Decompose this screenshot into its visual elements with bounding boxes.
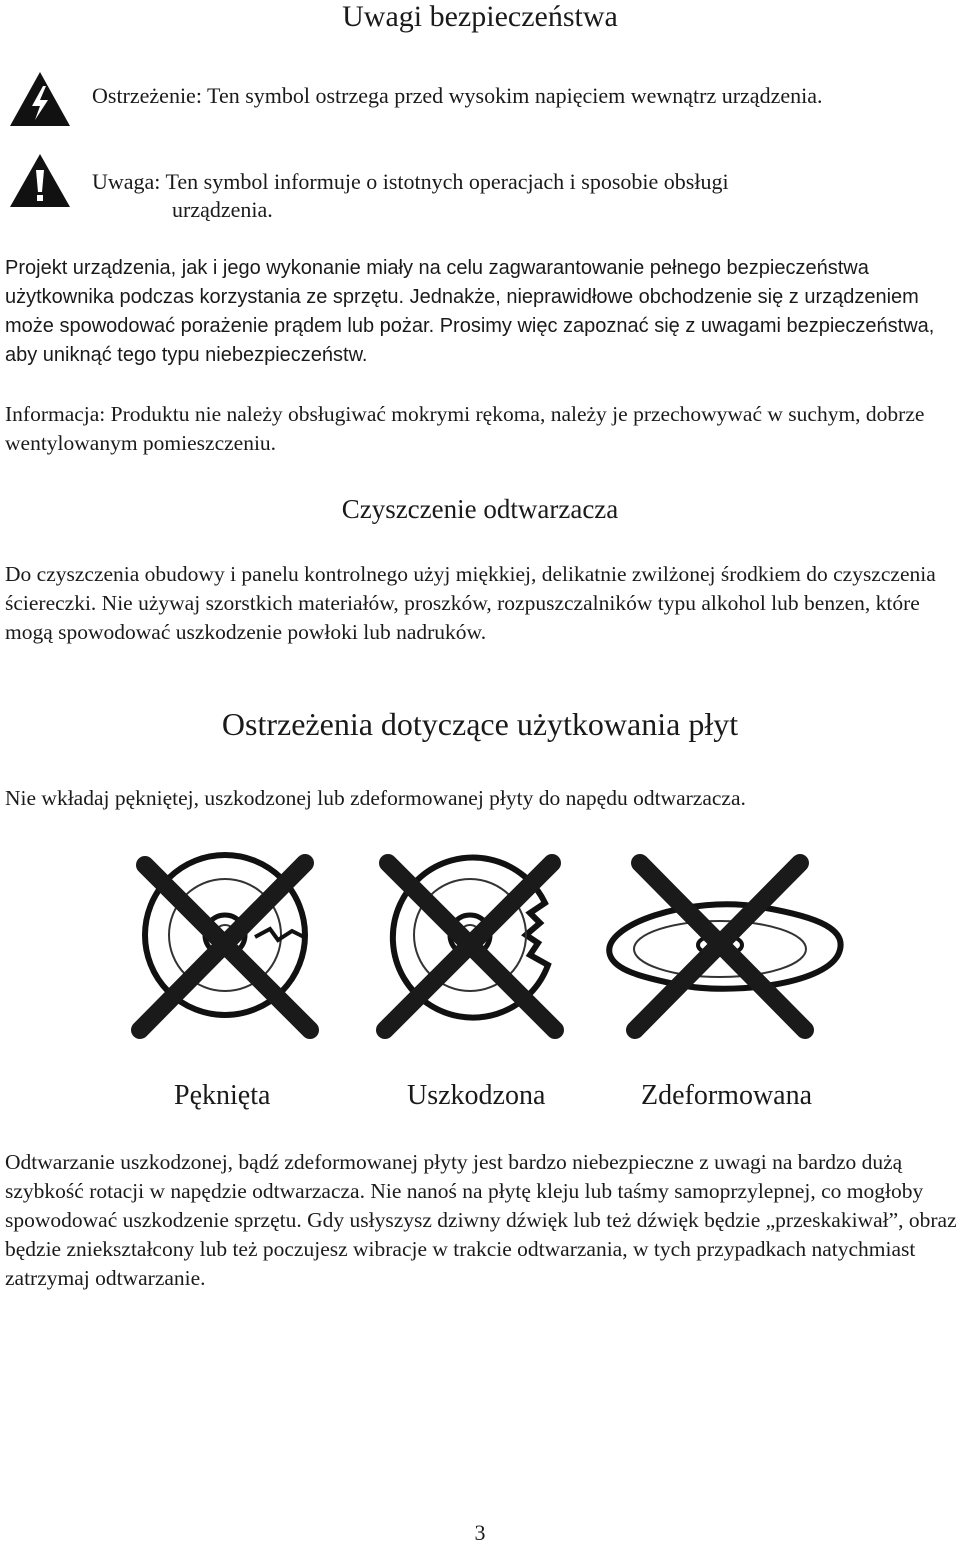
- voltage-warning-row: [0, 70, 960, 130]
- info-paragraph: Informacja: Produktu nie należy obsługiwać mokrymi rękoma, należy je przechowywać w suchym, dobrze wentylowanym pomieszczeniu.: [5, 402, 925, 455]
- caption-cracked: Pęknięta: [174, 1080, 271, 1111]
- exclamation-warning-icon: [8, 152, 72, 217]
- page-title: Uwagi bezpieczeństwa: [342, 0, 618, 33]
- high-voltage-warning-icon: [8, 70, 72, 137]
- cleaning-paragraph: Do czyszczenia obudowy i panelu kontrolnego użyj miękkiej, delikatnie zwilżonej środkiem do czyszczenia ściereczki. Nie używaj szorstkich materiałów, proszków, rozpuszczalników typu alkohol lub benzen, które mogą spowodować uszkodzenie powłoki lub nadruków.: [5, 562, 936, 644]
- discs-heading: Ostrzeżenia dotyczące użytkowania płyt: [221, 706, 739, 742]
- deformed-disc-icon: [609, 863, 840, 1030]
- caution-text-line-1: Uwaga: Ten symbol informuje o istotnych operacjach i sposobie obsługi: [92, 169, 729, 194]
- safety-paragraph: Projekt urządzenia, jak i jego wykonanie miały na celu zagwarantowanie pełnego bezpieczeństwa użytkownika podczas korzystania ze sprzętu. Jednakże, nieprawidłowe obchodzenie się z urządzeniem może spowodować porażenie prądem lub pożar. Prosimy więc zapoznać się z uwagami bezpieczeństwa, aby uniknąć tego typu niebezpieczeństw.: [5, 257, 935, 366]
- cracked-disc-icon: [140, 855, 310, 1030]
- cleaning-heading: Czyszczenie odtwarzacza: [341, 494, 619, 524]
- caption-damaged: Uszkodzona: [407, 1080, 546, 1111]
- caution-text-line-2: urządzenia.: [172, 197, 273, 222]
- disc-captions: [0, 1078, 960, 1114]
- page-number: 3: [474, 1520, 486, 1545]
- voltage-warning-text: Ostrzeżenie: Ten symbol ostrzega przed wysokim napięciem wewnątrz urządzenia.: [92, 83, 823, 108]
- damaged-disc-icon: [385, 858, 555, 1030]
- caption-deformed: Zdeformowana: [641, 1080, 813, 1111]
- discs-intro: Nie wkładaj pękniętej, uszkodzonej lub zdeformowanej płyty do napędu odtwarzacza.: [5, 786, 746, 810]
- caution-row: [0, 152, 960, 232]
- discs-paragraph: Odtwarzanie uszkodzonej, bądź zdeformowanej płyty jest bardzo niebezpieczne z uwagi na bardzo dużą szybkość rotacji w napędzie odtwarzacza. Nie nanoś na płytę kleju lub taśmy samoprzylepnej, co mogłoby spowodować uszkodzenie sprzętu. Gdy usłyszysz dziwny dźwięk lub też dźwięk będzie „przeskakiwał”, obraz będzie zniekształcony lub też poczujesz wibracje w trakcie odtwarzania, w tych przypadkach natychmiast zatrzymaj odtwarzanie.: [5, 1150, 957, 1290]
- disc-illustrations: [0, 845, 960, 1045]
